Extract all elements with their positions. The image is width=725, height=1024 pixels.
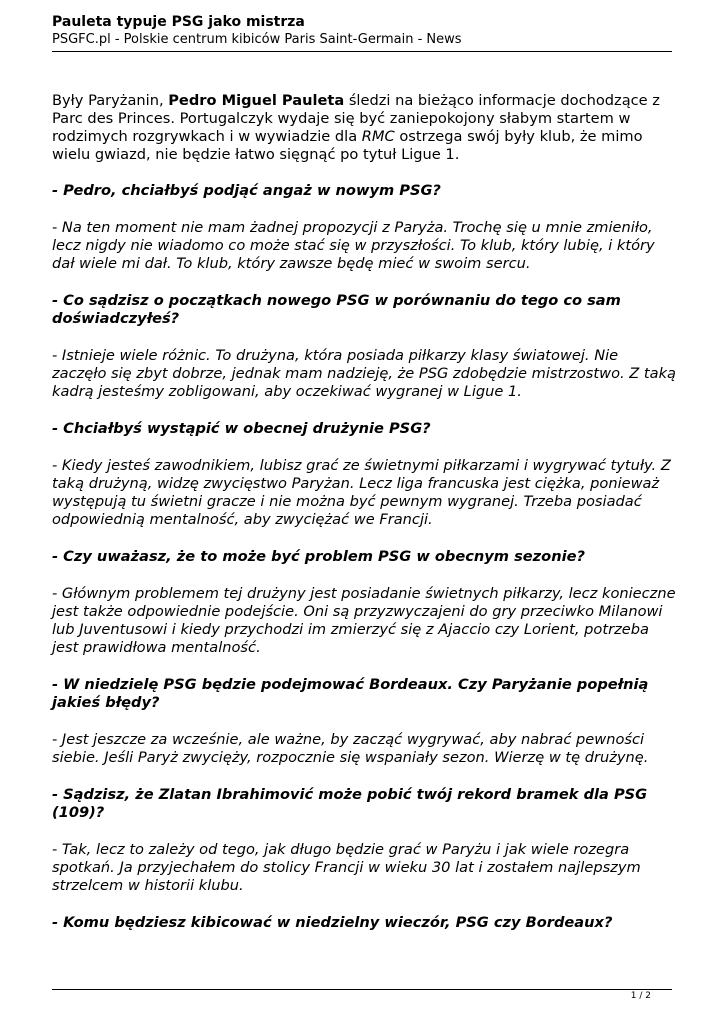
- footer-divider: [52, 989, 672, 990]
- interview-question: - Co sądzisz o początkach nowego PSG w porównaniu do tego co sam doświadczyłeś?: [52, 292, 621, 327]
- article-body: [52, 92, 677, 951]
- intro-text: śledzi na bieżąco informacje dochodzące z Parc des Princes. Portugalczyk wydaje się być zaniepokojony słabym startem w rodzimych rozgrywkach i w wywiadzie dla: [52, 92, 660, 145]
- interview-question: - Komu będziesz kibicować w niedzielny wieczór, PSG czy Bordeaux?: [52, 914, 613, 931]
- document-header: [52, 14, 672, 48]
- player-name: Pedro Miguel Pauleta: [168, 92, 345, 109]
- intro-text: ostrzega swój były klub, że mimo wielu gwiazd, nie będzie łatwo sięgnąć po tytuł Ligue 1.: [52, 128, 643, 163]
- interview-answer: - Jest jeszcze za wcześnie, ale ważne, by zacząć wygrywać, aby nabrać pewności siebie. Jeśli Paryż zwycięży, rozpocznie się wspaniały sezon. Wierzę w tę drużynę.: [52, 731, 649, 766]
- intro-paragraph: [52, 92, 677, 164]
- source-name: RMC: [361, 128, 395, 145]
- header-divider: [52, 51, 672, 52]
- interview-answer: - Na ten moment nie mam żadnej propozycji z Paryża. Trochę się u mnie zmieniło, lecz nigdy nie wiadomo co może stać się w przyszłości. To klub, który lubię, i który dał wiele mi dał. To klub, który zawsze będę mieć w swoim sercu.: [52, 219, 655, 272]
- interview-answer: - Głównym problemem tej drużyny jest posiadanie świetnych piłkarzy, lecz konieczne jest także odpowiednie podejście. Oni są przyzwyczajeni do gry przeciwko Milanowi lub Juventusowi i kiedy przychodzi im zmierzyć się z Ajaccio czy Lorient, potrzeba jest prawidłowa mentalność.: [52, 585, 676, 656]
- interview-answer: - Tak, lecz to zależy od tego, jak długo będzie grać w Paryżu i jak wiele rozegra spotkań. Ja przyjechałem do stolicy Francji w wieku 30 lat i zostałem najlepszym strzelcem w historii klubu.: [52, 841, 641, 894]
- page-number: 1 / 2: [630, 991, 651, 1001]
- interview-question: - Czy uważasz, że to może być problem PSG w obecnym sezonie?: [52, 548, 585, 565]
- interview-answer: - Kiedy jesteś zawodnikiem, lubisz grać ze świetnymi piłkarzami i wygrywać tytuły. Z taką drużyną, widzę zwycięstwo Paryżan. Lecz liga francuska jest ciężka, ponieważ występują tu świetni gracze i nie można być pewnym wygranej. Trzeba posiadać odpowiednią mentalność, aby zwyciężać we Francji.: [52, 457, 671, 528]
- interview-answer: - Istnieje wiele różnic. To drużyna, która posiada piłkarzy klasy światowej. Nie zaczęło się zbyt dobrze, jednak mam nadzieję, że PSG zdobędzie mistrzostwo. Z taką kadrą jesteśmy zobligowani, aby oczekiwać wygranej w Ligue 1.: [52, 347, 676, 400]
- interview-question: - Chciałbyś wystąpić w obecnej drużynie PSG?: [52, 420, 431, 437]
- interview-question: - Pedro, chciałbyś podjąć angaż w nowym PSG?: [52, 182, 441, 199]
- interview-question: - W niedzielę PSG będzie podejmować Bordeaux. Czy Paryżanie popełnią jakieś błędy?: [52, 676, 649, 711]
- intro-text: Były Paryżanin,: [52, 92, 169, 109]
- document-title: Pauleta typuje PSG jako mistrza: [52, 14, 305, 30]
- document-subtitle: PSGFC.pl - Polskie centrum kibiców Paris Saint-Germain - News: [52, 32, 462, 47]
- interview-question: - Sądzisz, że Zlatan Ibrahimović może pobić twój rekord bramek dla PSG (109)?: [52, 786, 648, 821]
